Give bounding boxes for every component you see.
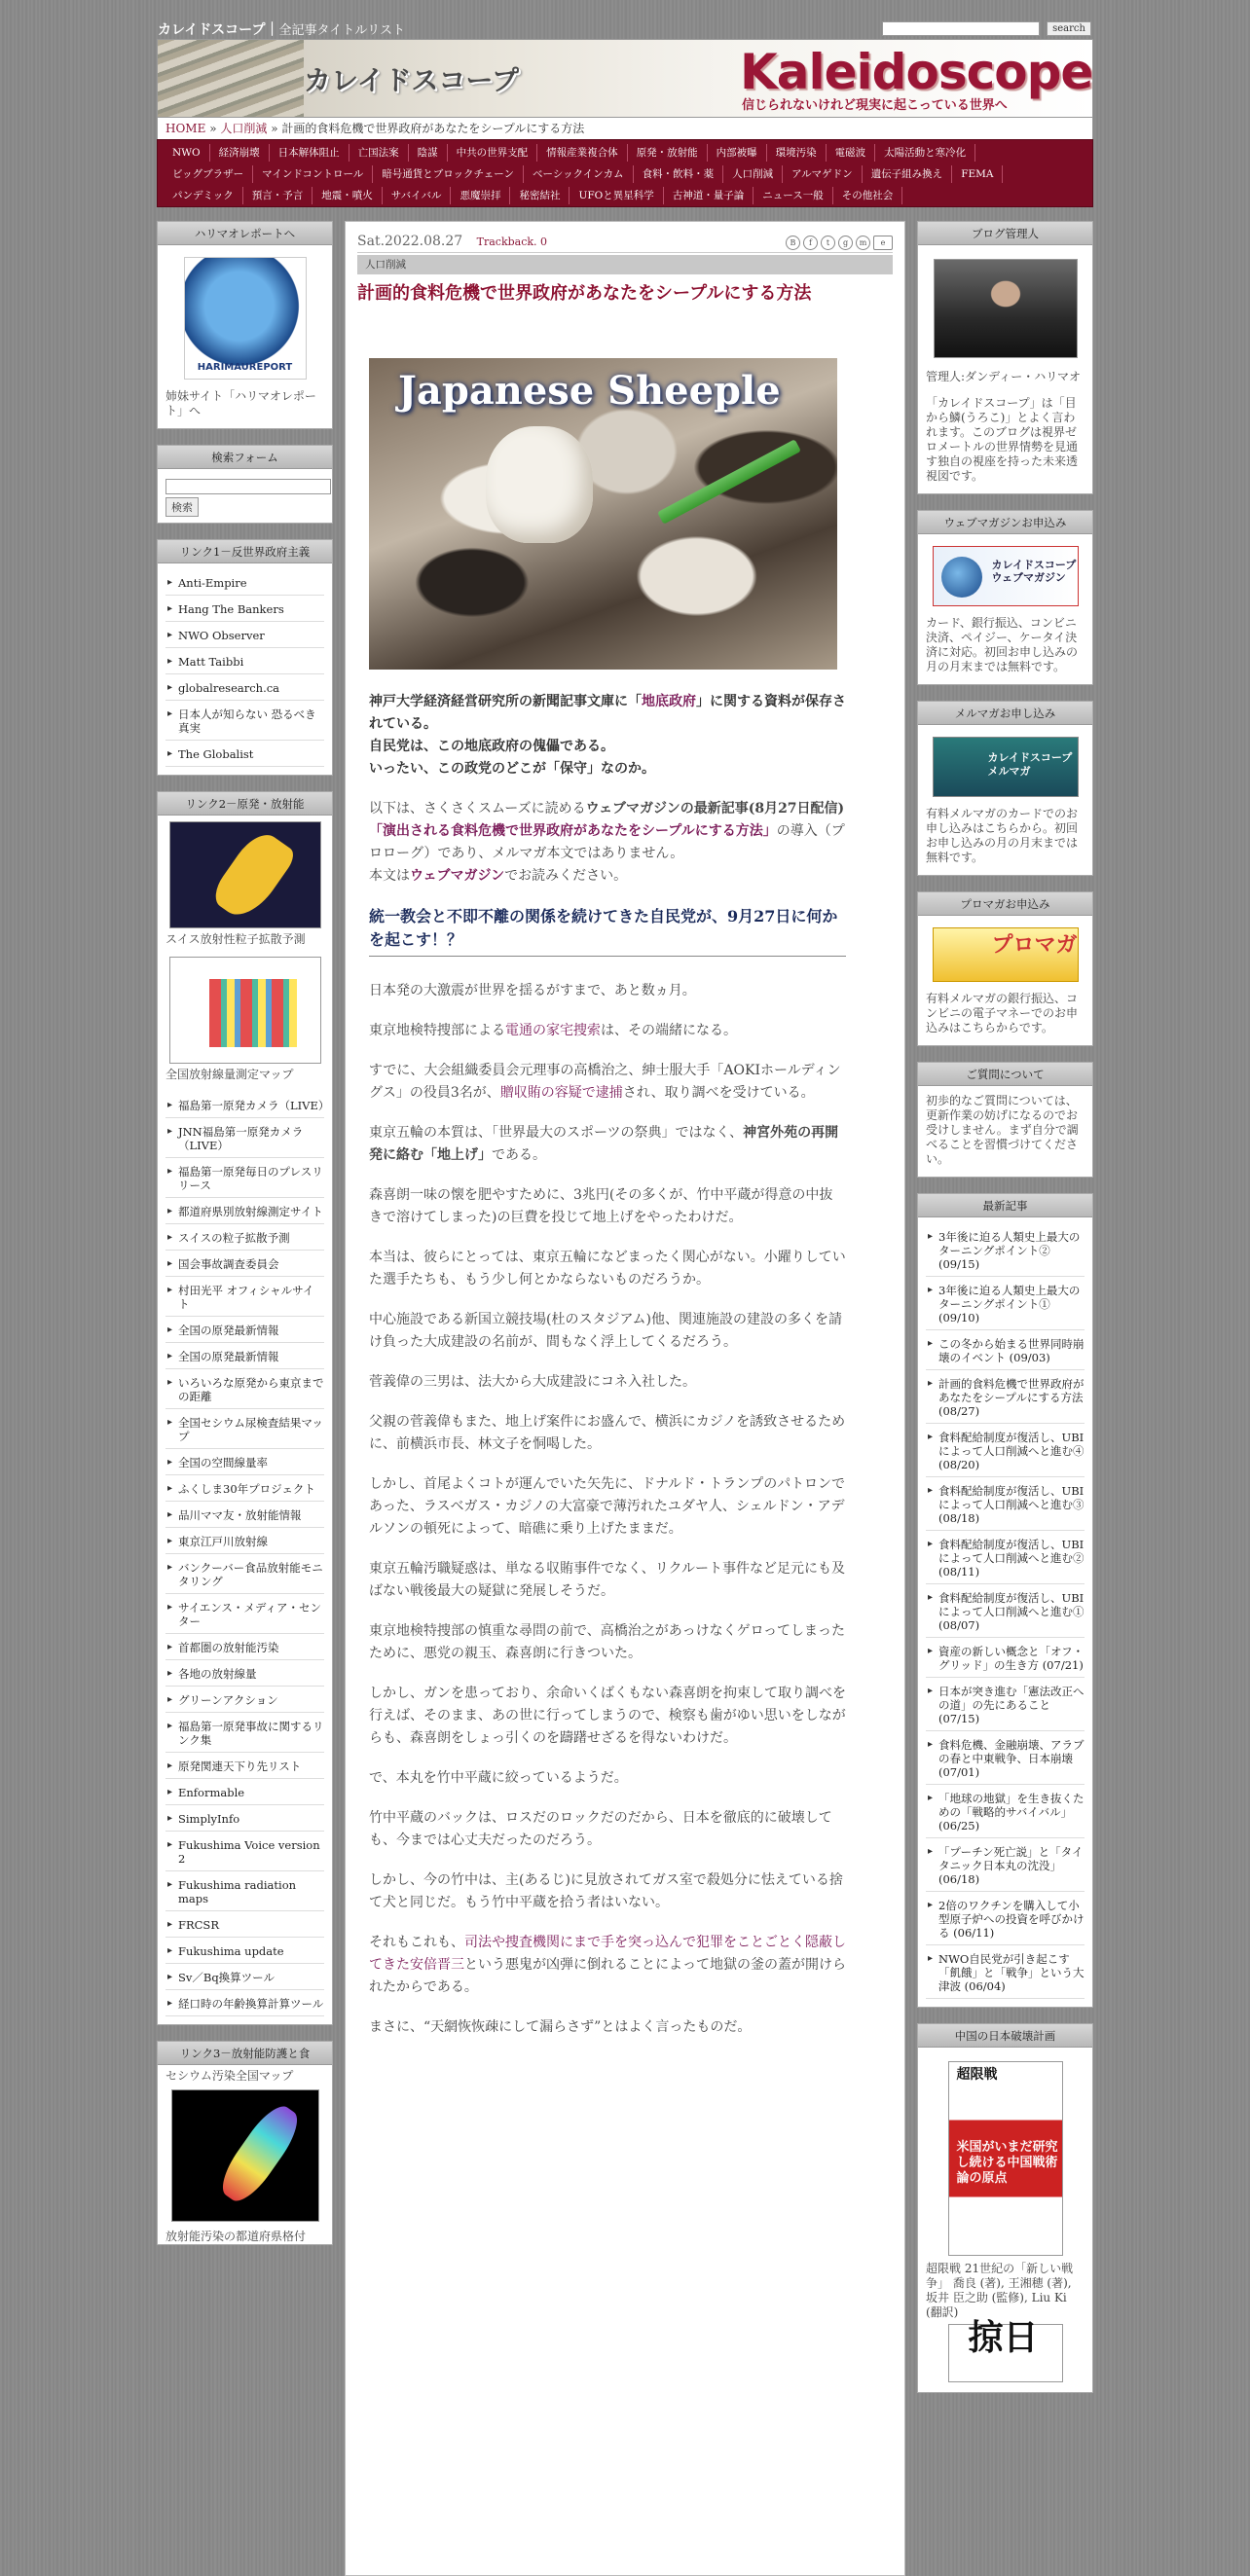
map-caption: 全国放射線量測定マップ: [165, 1067, 294, 1081]
nav-item[interactable]: ニュース一般: [754, 187, 832, 204]
recent-post-link[interactable]: ▸ 資産の新しい概念と「オフ・グリッド」の生き方 (07/21): [926, 1638, 1085, 1678]
sidebar-link[interactable]: ▸ 福島第一原発事故に関するリンク集: [165, 1713, 324, 1753]
sidebar-link[interactable]: ▸ 品川ママ友・放射能情報: [165, 1502, 324, 1528]
admin-portrait: [934, 259, 1078, 358]
nav-item[interactable]: 遺伝子組み換え: [863, 165, 953, 183]
recent-post-link[interactable]: ▸ 食料危機、金融崩壊、アラブの春と中東戦争、日本崩壊 (07/01): [926, 1731, 1085, 1785]
sidebar-link[interactable]: ▸ 福島第一原発カメラ（LIVE）: [165, 1092, 324, 1118]
book-cover-2[interactable]: 掠日: [948, 2324, 1063, 2382]
breadcrumb-category[interactable]: 人口削減: [220, 122, 268, 135]
header-tagline: 信じられないけれど現実に起こっている世界へ: [742, 98, 1008, 113]
hero-title: Japanese Sheeple: [398, 368, 781, 414]
box-title: リンク3－放射能防護と食: [158, 2042, 332, 2065]
nav-item[interactable]: 情報産業複合体: [537, 144, 628, 162]
recent-post-link[interactable]: ▸ 食料配給制度が復活し、UBIによって人口削減へと進む④ (08/20): [926, 1424, 1085, 1477]
header-en-title: Kaleidoscope: [740, 44, 1093, 100]
links1-box: [157, 539, 333, 776]
box-title: ハリマオレポートへ: [158, 222, 332, 245]
nav-item[interactable]: マインドコントロール: [253, 165, 373, 183]
box-title: ウェブマガジンお申込み: [918, 511, 1092, 534]
nav-item[interactable]: 暗号通貨とブロックチェーン: [373, 165, 524, 183]
post-title[interactable]: 計画的食料危機で世界政府があなたをシープルにする方法: [357, 283, 812, 304]
faq-text: 初歩的なご質問については、更新作業の妨げになるのでお受けしません。まず自分で調べることを習慣づけてください。: [926, 1094, 1079, 1166]
mailmag-text: 有料メルマガのカードでのお申し込みはこちらから。初回お申し込みの月の月末までは無料です。: [926, 807, 1079, 864]
recent-post-link[interactable]: ▸ 2倍のワクチンを購入して小型原子炉への投資を呼びかける (06/11): [926, 1892, 1085, 1945]
box-title: メルマガお申し込み: [918, 702, 1092, 725]
category-nav: [157, 139, 1093, 207]
admin-desc: 「カレイドスコープ」は「目から鱗(うろこ)」とよく言われます。このブログは視界ゼロメートルの世界情勢を見通す独自の視座を持った未来透視図です。: [926, 396, 1079, 483]
sidebar-link[interactable]: ▸ 村田光平 オフィシャルサイト: [165, 1277, 324, 1317]
chitei-seifu-link[interactable]: 地底政府: [642, 694, 696, 709]
nav-item[interactable]: 内部被曝: [708, 144, 767, 162]
sidebar-link[interactable]: ▸ 日本人が知らない 恐るべき真実: [165, 701, 324, 741]
faq-box: [917, 1062, 1093, 1178]
sidebar-link[interactable]: ▸ Enformable: [165, 1779, 324, 1805]
section-heading: 統一教会と不即不離の関係を続けてきた自民党が、9月27日に何かを起こす！？: [369, 905, 846, 957]
search-box: [157, 445, 333, 524]
recent-post-link[interactable]: ▸ この冬から始まる世界同時崩壊のイベント (09/03): [926, 1330, 1085, 1370]
sidebar-link[interactable]: ▸ 全国の原発最新情報: [165, 1317, 324, 1343]
harimau-link[interactable]: 姉妹サイト「ハリマオレポート」へ: [165, 389, 316, 417]
sidebar-link[interactable]: ▸ バンクーバー食品放射能モニタリング: [165, 1554, 324, 1594]
breadcrumb-home[interactable]: HOME: [165, 122, 206, 135]
sidebar-search-button[interactable]: 検索: [165, 497, 199, 517]
sidebar-link[interactable]: ▸ 原発関連天下り先リスト: [165, 1753, 324, 1779]
book-caption[interactable]: 超限戦 21世紀の「新しい戦争」 喬良 (著), 王湘穂 (著), 坂井 臣之助 (監修), Liu Ki (翻訳): [926, 2262, 1074, 2319]
china-box: [917, 2023, 1093, 2393]
harimau-box: [157, 221, 333, 429]
nav-item[interactable]: FEMA: [952, 165, 1003, 183]
sheep-image: [486, 426, 593, 543]
sidebar-link[interactable]: ▸ 東京江戸川放射線: [165, 1528, 324, 1554]
sidebar-link[interactable]: ▸ 都道府県別放射線測定サイト: [165, 1198, 324, 1224]
sidebar-link[interactable]: ▸ Matt Taibbi: [165, 648, 324, 674]
arrest-link[interactable]: 贈収賄の容疑で逮捕: [499, 1085, 623, 1101]
recent-post-link[interactable]: ▸ 食料配給制度が復活し、UBIによって人口削減へと進む② (08/11): [926, 1531, 1085, 1584]
map-caption: スイス放射性粒子拡散予測: [165, 931, 306, 946]
promag-box: [917, 891, 1093, 1046]
map-caption: 放射能汚染の都道府県格付: [165, 2229, 307, 2243]
post-meta: [357, 234, 893, 253]
mailmag-banner[interactable]: カレイドスコープ メルマガ: [933, 737, 1079, 797]
recent-post-link[interactable]: ▸ NWO自民党が引き起こす「飢餓」と「戦争」という大津波 (06/04): [926, 1945, 1085, 1999]
header-art: [158, 40, 304, 118]
recent-box: [917, 1193, 1093, 2008]
sidebar-link[interactable]: ▸ 全国の空間線量率: [165, 1449, 324, 1475]
sidebar-link[interactable]: ▸ Fukushima Voice version 2: [165, 1832, 324, 1871]
nav-item[interactable]: 預言・予言: [243, 187, 313, 204]
sidebar-link[interactable]: ▸ いろいろな原発から東京までの距離: [165, 1369, 324, 1409]
sidebar-link[interactable]: ▸ globalresearch.ca: [165, 674, 324, 701]
nav-item[interactable]: UFOと異星科学: [570, 187, 663, 204]
box-title: ご質問について: [918, 1063, 1092, 1086]
recent-post-link[interactable]: ▸ 食料配給制度が復活し、UBIによって人口削減へと進む① (08/07): [926, 1584, 1085, 1638]
sidebar-link[interactable]: ▸ Hang The Bankers: [165, 596, 324, 622]
nav-item[interactable]: 秘密結社: [510, 187, 570, 204]
sidebar-link[interactable]: ▸ スイスの粒子拡散予測: [165, 1224, 324, 1251]
nav-item[interactable]: 中共の世界支配: [448, 144, 538, 162]
admin-name: 管理人:ダンディー・ハリマオ: [926, 370, 1081, 383]
nav-item[interactable]: 日本解体阻止: [270, 144, 349, 162]
nav-item[interactable]: 亡国法案: [349, 144, 409, 162]
sidebar-link[interactable]: ▸ FRCSR: [165, 1911, 324, 1938]
nav-item[interactable]: 経済崩壊: [210, 144, 270, 162]
site-header[interactable]: [157, 39, 1093, 118]
nav-item[interactable]: 人口削減: [723, 165, 783, 183]
abe-link[interactable]: 司法や捜査機関にまで手を突っ込んで犯罪をことごとく隠蔽してきた安倍晋三: [369, 1935, 846, 1973]
sidebar-link[interactable]: ▸ 福島第一原発毎日のプレスリリース: [165, 1158, 324, 1198]
search-button[interactable]: search: [1047, 21, 1091, 36]
nav-item[interactable]: 環境汚染: [767, 144, 827, 162]
nav-item[interactable]: NWO: [164, 144, 210, 162]
top-bar: [157, 0, 1093, 39]
sidebar-link[interactable]: ▸ 首都圏の放射能汚染: [165, 1634, 324, 1660]
site-link[interactable]: カレイドスコープ｜全記事タイトルリスト: [158, 22, 405, 38]
admin-box: [917, 221, 1093, 494]
nav-row: [164, 142, 1090, 163]
recent-post-link[interactable]: ▸ 日本が突き進む「憲法改正への道」の先にあること (07/15): [926, 1678, 1085, 1731]
nav-item[interactable]: 太陽活動と寒冷化: [875, 144, 975, 162]
recent-post-link[interactable]: ▸ 計画的食料危機で世界政府があなたをシープルにする方法 (08/27): [926, 1370, 1085, 1424]
nav-item[interactable]: 電磁波: [827, 144, 876, 162]
recent-post-link[interactable]: ▸ 食料配給制度が復活し、UBIによって人口削減へと進む③ (08/18): [926, 1477, 1085, 1531]
sidebar-link[interactable]: ▸ Sv／Bq換算ツール: [165, 1964, 324, 1990]
dentsu-link[interactable]: 電通の家宅捜索: [505, 1023, 601, 1038]
sidebar-link[interactable]: ▸ NWO Observer: [165, 622, 324, 648]
box-title: プロマガお申込み: [918, 892, 1092, 916]
share-icon[interactable]: m: [856, 236, 870, 250]
share-icons: [786, 236, 893, 250]
sidebar-link[interactable]: ▸ 経口時の年齢換算計算ツール: [165, 1990, 324, 2016]
syringe-image: [657, 439, 801, 524]
sidebar-link[interactable]: ▸ Fukushima radiation maps: [165, 1871, 324, 1911]
page: [157, 0, 1093, 2499]
harimau-logo[interactable]: HARIMAUREPORT: [184, 257, 307, 380]
nav-item[interactable]: 古神道・量子論: [664, 187, 754, 204]
webmag-box: [917, 510, 1093, 685]
breadcrumb-current: 計画的食料危機で世界政府があなたをシープルにする方法: [281, 122, 585, 135]
nav-row: [164, 163, 1090, 185]
recent-post-link[interactable]: ▸ 3年後に迫る人類史上最大のターニングポイント② (09/15): [926, 1223, 1085, 1277]
sidebar-link[interactable]: ▸ ふくしま30年プロジェクト: [165, 1475, 324, 1502]
radiation-map[interactable]: [169, 957, 321, 1064]
promag-text: 有料メルマガの銀行振込、コンビニの電子マネーでのお申込みはこちらからです。: [926, 992, 1079, 1034]
hero-image: [369, 358, 837, 670]
breadcrumb: [157, 118, 1093, 139]
nav-item[interactable]: ビッグブラザー: [164, 165, 253, 183]
sidebar-link[interactable]: ▸ The Globalist: [165, 741, 324, 767]
nav-item[interactable]: アルマゲドン: [783, 165, 863, 183]
swiss-forecast-map[interactable]: [169, 821, 321, 928]
box-title: 最新記事: [918, 1194, 1092, 1217]
cesium-map[interactable]: [171, 2089, 319, 2222]
nav-item[interactable]: 悪魔崇拝: [451, 187, 510, 204]
article-link[interactable]: 「演出される食料危機で世界政府があなたをシープルにする方法」: [369, 823, 777, 839]
share-icon[interactable]: g: [838, 236, 853, 250]
links2-box: [157, 791, 333, 2025]
sidebar-link[interactable]: ▸ 全国セシウム尿検査結果マップ: [165, 1409, 324, 1449]
breadcrumb-sep: »: [209, 122, 217, 135]
sidebar-link[interactable]: ▸ Anti-Empire: [165, 569, 324, 596]
sidebar-link[interactable]: ▸ JNN福島第一原発カメラ（LIVE）: [165, 1118, 324, 1158]
box-title: 検索フォーム: [158, 446, 332, 469]
webmag-banner[interactable]: カレイドスコープ ウェブマガジン: [933, 546, 1079, 606]
links3-box: [157, 2041, 333, 2245]
share-icon[interactable]: f: [803, 236, 818, 250]
mailmag-box: [917, 701, 1093, 876]
sidebar-link[interactable]: ▸ 国会事故調査委員会: [165, 1251, 324, 1277]
post-date: Sat.2022.08.27: [357, 234, 463, 249]
nav-item[interactable]: その他社会: [833, 187, 903, 204]
sidebar-link[interactable]: ▸ 全国の原発最新情報: [165, 1343, 324, 1369]
nav-item[interactable]: 地震・噴火: [312, 187, 383, 204]
sidebar-link[interactable]: ▸ 各地の放射線量: [165, 1660, 324, 1687]
all-titles-link[interactable]: 全記事タイトルリスト: [278, 23, 405, 38]
nav-item[interactable]: パンデミック: [164, 187, 243, 204]
recent-post-link[interactable]: ▸ 「プーチン死亡説」と「タイタニック日本丸の沈没」 (06/18): [926, 1838, 1085, 1892]
article: [345, 221, 905, 2576]
share-icon[interactable]: B: [786, 236, 800, 250]
header-jp-title: カレイドスコープ: [304, 64, 519, 96]
sidebar-link[interactable]: ▸ グリーンアクション: [165, 1687, 324, 1713]
post-category[interactable]: 人口削減: [357, 255, 893, 274]
nav-item[interactable]: ベーシックインカム: [524, 165, 634, 183]
sidebar-link[interactable]: ▸ Fukushima update: [165, 1938, 324, 1964]
breadcrumb-sep: »: [271, 122, 278, 135]
box-title: 中国の日本破壊計画: [918, 2024, 1092, 2048]
search-input[interactable]: [882, 21, 1040, 36]
webmag-text: カード、銀行振込、コンビニ決済、ペイジー、ケータイ決済に対応。初回お申し込みの月の月末までは無料です。: [926, 616, 1079, 673]
promag-banner[interactable]: プロマガ: [933, 927, 1079, 982]
box-title: リンク1－反世界政府主義: [158, 540, 332, 563]
share-icon[interactable]: e: [873, 236, 893, 250]
nav-item[interactable]: 食料・飲料・薬: [634, 165, 724, 183]
map-caption: セシウム汚染全国マップ: [165, 2068, 294, 2083]
book-cover[interactable]: 超限戦 米国がいまだ研究し続ける中国戦術論の原点: [948, 2061, 1063, 2256]
nav-item[interactable]: サバイバル: [383, 187, 452, 204]
right-sidebar: [917, 221, 1093, 2409]
sidebar-search-input[interactable]: [165, 479, 331, 494]
nav-item[interactable]: 陰謀: [409, 144, 448, 162]
nav-item[interactable]: 原発・放射能: [628, 144, 708, 162]
nav-row: [164, 185, 1090, 206]
sidebar-link[interactable]: ▸ SimplyInfo: [165, 1805, 324, 1832]
recent-post-link[interactable]: ▸ 「地球の地獄」を生き抜くための「戦略的サバイバル」 (06/25): [926, 1785, 1085, 1838]
post-body: 神戸大学経済経営研究所の新聞記事文庫に「地底政府」に関する資料が保存されている。 自民党は、この地底政府の傀儡である。 いったい、この政党のどこが「保守」なのか。 以下は、さくさくスムーズに読めるウェブマガジンの最新記事(8月27日配信)「演出される食料危機で世界政府があなたをシープルにする方法」の導入（プロローグ）であり、メルマガ本文ではありません。 本文はウェブマガジンでお読みください。 統一教会と不即不離の関係を続けてきた自民党が、9月27日に何かを起こす！？ 日本発の大激震が世界を揺るがすまで、あと数ヵ月。 東京地検特捜部による電通の家宅捜索は、その端緒になる。 すでに、大会組織委員会元理事の高橋治之、紳士服大手「AOKIホールディングス」の役員3名が、贈収賄の容疑で逮捕され、取り調べを受けている。 東京五輪の本質は、「世界最大のスポーツの祭典」ではなく、神宮外苑の再開発に絡む「地上げ」である。 森喜朗一味の懐を肥やすために、3兆円(その多くが、竹中平蔵が得意の中抜きで溶けてしまった)の巨費を投じて地上げをやったわけだ。 本当は、彼らにとっては、東京五輪になどまったく関心がない。小躍りしていた選手たちも、もう少し何とかならないものだろうか。 中心施設である新国立競技場(杜のスタジアム)他、関連施設の建設の多くを請け負った大成建設の名前が、間もなく浮上してくるだろう。 菅義偉の三男は、法大から大成建設にコネ入社した。 父親の菅義偉もまた、地上げ案件にお盛んで、横浜にカジノを誘致させるために、前横浜市長、林文子を恫喝した。 しかし、首尾よくコトが運んでいた矢先に、ドナルド・トランプのパトロンであった、ラスベガス・カジノの大富豪で薄汚れたユダヤ人、シェルドン・アデルソンの頓死によって、暗礁に乗り上げたままだ。 東京五輪汚職疑惑は、単なる収賄事件でなく、リクルート事件など足元にも及ばない戦後最大の疑獄に発展しそうだ。 東京地検特捜部の慎重な尋問の前で、高橋治之があっけなくゲロってしまったために、悪党の親玉、森喜朗に行きついた。 しかし、ガンを患っており、余命いくばくもない森喜朗を拘束して取り調べを行えば、そのまま、あの世に行ってしまうので、検察も歯がゆい思いをしながらも、森喜朗をしょっ引くのを躊躇せざるを得ないわけだ。 で、本丸を竹中平蔵に絞っているようだ。 竹中平蔵のバックは、ロスだのロックだのだから、日本を徹底的に破壊しても、今までは心丈夫だったのだろう。 しかし、今の竹中は、主(あるじ)に見放されてガス室で殺処分に怯えている捨て犬と同じだ。もう竹中平蔵を拾う者はいない。 それもこれも、司法や捜査機関にまで手を突っ込んで犯罪をことごとく隠蔽してきた安倍晋三という悪鬼が凶弾に倒れることによって地獄の釜の蓋が開けられたからである。 まさに、“天網恢恢疎にして漏らさず”とはよく言ったものだ。: [369, 694, 846, 2035]
left-sidebar: [157, 221, 333, 2261]
sidebar-link[interactable]: ▸ サイエンス・メディア・センター: [165, 1594, 324, 1634]
box-title: リンク2－原発・放射能: [158, 792, 332, 816]
webmagazine-link[interactable]: ウェブマガジン: [410, 868, 505, 884]
box-title: ブログ管理人: [918, 222, 1092, 245]
trackback-link[interactable]: Trackback. 0: [476, 236, 548, 248]
share-icon[interactable]: t: [821, 236, 835, 250]
recent-post-link[interactable]: ▸ 3年後に迫る人類史上最大のターニングポイント① (09/10): [926, 1277, 1085, 1330]
